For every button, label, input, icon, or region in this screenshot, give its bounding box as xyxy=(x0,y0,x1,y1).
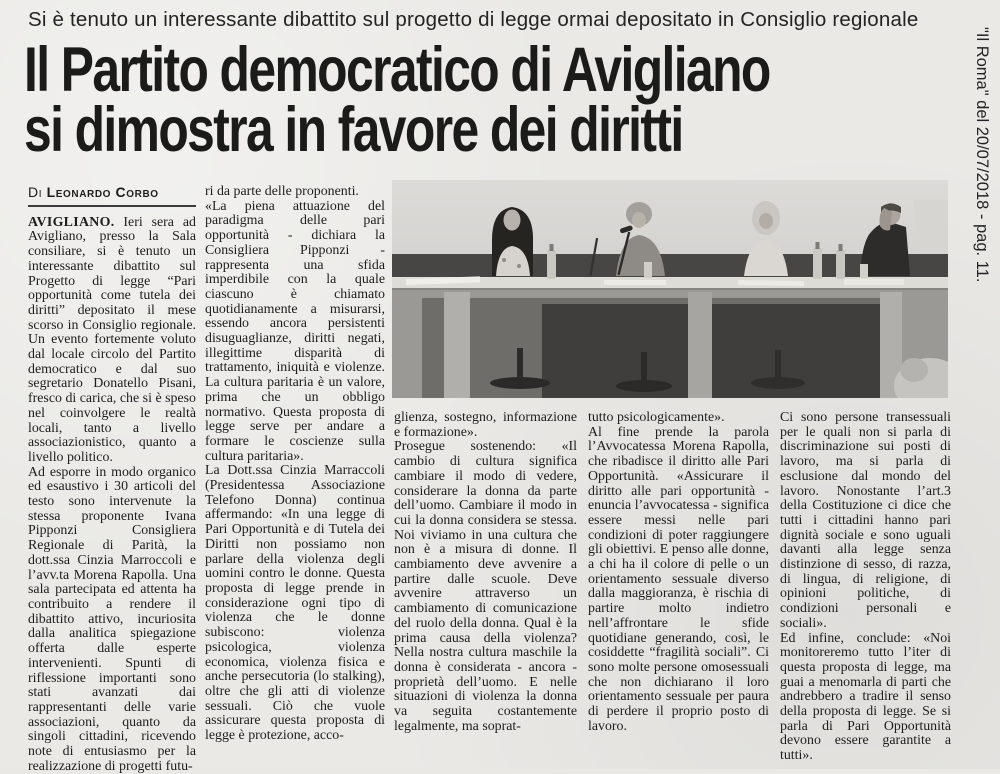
kicker: Si è tenuto un interessante dibattito sul progetto di legge ormai depositato in Consiglio regionale xyxy=(28,8,919,31)
paragraph: tutto psicologicamente». xyxy=(588,410,725,425)
panelist-woman-dark-hair xyxy=(492,207,533,276)
paragraph: Prosegue sostenendo: «Il cambio di cultura significa cambiare il modo di vedere, considerare la donna da parte dell’uomo. Cambiare il modo in cui la donna considera se stessa. Noi viviamo in una cultura che non è a misura di donne. Il cambiamento deve avvenire a partire dalle scuole. Deve avvenire attraverso un cambiamento di comunicazione del ruolo della donna. Qual è la prima causa della violenza? Nella nostra cultura maschile la donna è considerata - ancora - proprietà dell’uomo. E nelle situazioni di violenza la donna va seguita costantemente legalmente, ma soprat- xyxy=(394,439,577,734)
paragraph-text: Ieri sera ad Avigliano, presso la Sala consiliare, si è tenuto un interessante dibattito sul Progetto di legge “Pari opportunità come tutela dei diritti” depositato il mese scorso in Consiglio regionale. Un evento fortemente voluto dal locale circolo del Partito democratico e dal suo segretario Donatello Pisani, fresco di carica, che si è speso nel coinvolgere le realtà locali, tanto a livello associazionistico, quanto a livello politico. xyxy=(28,214,196,465)
column-2 xyxy=(205,185,385,744)
paragraph: Ed infine, conclude: «Noi monitoreremo tutto l’iter di questa proposta di legge, ma guai a menomarla di parti che andrebbero a tradire il senso della proposta di legge. Se si parla di Pari Opportunità devono essere garantite a tutti». xyxy=(780,630,951,764)
byline xyxy=(28,185,196,207)
panel-photo xyxy=(392,180,948,398)
column-5 xyxy=(780,411,951,764)
headline xyxy=(24,35,770,165)
headline-line-1: Il Partito democratico di Avigliano xyxy=(24,35,770,105)
byline-prefix: Di xyxy=(28,184,43,200)
column-3 xyxy=(394,411,577,734)
paragraph: Ad esporre in modo organico ed esaustivo i 30 articoli del testo sono intervenute la stessa proponente Ivana Pipponzi Consigliera Regionale di Parità, la dott.ssa Cinzia Marroccoli e l’avv.ta Morena Rapolla. Una sala partecipata ed attenta ha contribuito a rendere il dibattito attivo, incuriosita dalla analitica spiegazione offerta dalle esperte intervenienti. Spunti di riflessione importanti sono stati avanzati dai rappresentanti delle varie associazioni, quanto da singoli cittadini, ricevendo note di entusiasmo per la realizzazione di progetti futu- xyxy=(28,464,196,774)
column-1 xyxy=(28,185,196,774)
paragraph: La Dott.ssa Cinzia Marraccoli (Presidentessa Associazione Telefono Donna) continua affermando: «In una legge di Pari Opportunità e di Tutela dei Diritti non possiamo non parlare della violenza degli uomini contro le donne. Questa proposta di legge prende in considerazione ogni tipo di violenza che le donne subiscono: violenza psicologica, violenza economica, violenza fisica e anche persecutoria (lo stalking), oltre che gli atti di violenze sessuali. Ciò che vuole assicurare questa proposta di legge è protezione, acco- xyxy=(205,463,385,744)
byline-author: Leonardo Corbo xyxy=(46,184,159,200)
headline-line-2: si dimostra in favore dei diritti xyxy=(24,95,683,165)
paragraph: ri da parte delle proponenti. xyxy=(205,184,359,199)
paragraph: Al fine prende la parola l’Avvocatessa Morena Rapolla, che ribadisce il diritto alle Pari Opportunità. «Assicurare il diritto alle pari opportunità - enuncia l’avvocatessa - significa essere messi nelle pari condizioni di poter raggiungere gli obiettivi. E penso alle donne, a chi ha il colore di pelle o un orientamento sessuale diverso dalla maggioranza, è rischia di partire molto indietro nell’affrontare le sfide quotidiane generando, così, le cosiddette “fragilità sociali”. Ci sono molte persone omosessuali che non dichiarano il loro orientamento sessuale per paura di perdere il proprio posto di lavoro. xyxy=(588,424,769,734)
source-note: "Il Roma" del 20/07/2018 - pag. 11. xyxy=(973,27,991,283)
paragraph xyxy=(28,216,196,466)
paragraph: glienza, sostegno, informazione e formazione». xyxy=(394,410,577,440)
paragraph: Ci sono persone transessuali per le quali non si parla di discriminazione sui posti di lavoro, ma si parla di esclusione dal mondo del lavoro. Nonostante l’art.3 della Costituzione ci dice che tutti i cittadini hanno pari dignità sociale e sono uguali davanti alla legge senza distinzione di sesso, di razza, di lingua, di religione, di opinioni politiche, di condizioni personali e sociali». xyxy=(780,410,951,631)
foreground-person xyxy=(894,358,948,398)
paragraph: «La piena attuazione del paradigma delle pari opportunità - dichiara la Consigliera Pipponzi - rappresenta una sfida imperdibile con la quale ciascuno è chiamato quotidianamente a misurarsi, essendo ancora persistenti disuguaglianze, diritti negati, illegittime disparità di trattamento, iniquità e violenze. La cultura paritaria è un valore, prima che un obbligo normativo. Questa proposta di legge serve per andare a formare le coscienze sulla cultura paritaria». xyxy=(205,198,385,464)
column-4 xyxy=(588,411,769,734)
dateline: AVIGLIANO. xyxy=(28,214,115,230)
